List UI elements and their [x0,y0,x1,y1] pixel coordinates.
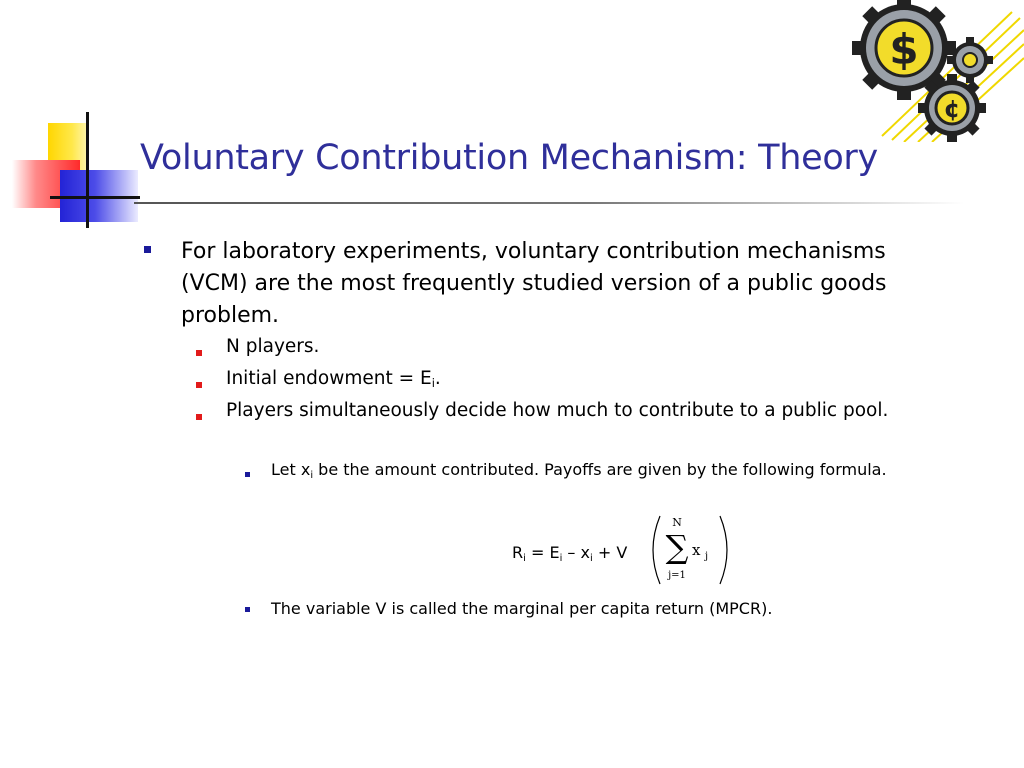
bullet-marker-level2 [196,382,202,388]
slide-title: Voluntary Contribution Mechanism: Theory [140,138,878,178]
sum-variable-sub: j [705,551,709,562]
formula-lhs [512,543,627,564]
bullet-marker-level2 [196,350,202,356]
sum-variable: x [692,541,701,559]
bullet-mpcr: The variable V is called the marginal per capita return (MPCR). [271,599,773,618]
corner-decoration [0,0,140,240]
svg-text:¢: ¢ [943,95,961,123]
summation-expression [646,514,736,586]
bullet-simultaneous: Players simultaneously decide how much to contribute to a public pool. [226,400,889,421]
let-text: Let x [271,460,311,479]
formula-r-sub: i [523,553,526,564]
bullet-n-players: N players. [226,336,320,357]
let-subscript: i [310,470,314,481]
formula-plus-v: + V [592,543,628,562]
gears-dollar-cent-icon [852,0,1024,142]
right-paren [720,516,727,584]
formula-e-sub: i [559,553,563,564]
endowment-text: Initial endowment = E [226,368,432,389]
formula-eq-e: = E [525,543,560,562]
sum-sigma-icon: ∑ [665,528,689,566]
bullet-main: For laboratory experiments, voluntary contribution mechanisms (VCM) are the most frequently studied version of a public goods problem. [181,239,887,328]
sum-upper-limit: N [672,516,682,529]
bullet-marker-level2 [196,414,202,420]
formula-r: R [512,543,524,562]
endowment-period: . [434,368,441,389]
sum-lower-limit: j=1 [668,570,686,581]
title-underline [134,202,964,204]
formula-x-sub: i [589,553,593,564]
let-text-rest: be the amount contributed. Payoffs are given by the following formula. [313,460,887,479]
bullet-marker-level3 [245,607,250,612]
bullet-marker-level1 [144,246,151,253]
corner-rule [50,196,140,199]
bullet-endowment [226,366,441,396]
payoff-formula [512,516,742,590]
endowment-subscript: i [431,376,435,390]
bullet-marker-level3 [245,472,250,477]
formula-minus-x: – x [562,543,590,562]
vertical-rule [86,112,89,228]
bullet-let-x [271,459,911,487]
left-paren [653,516,660,584]
svg-text:$: $ [889,25,919,74]
